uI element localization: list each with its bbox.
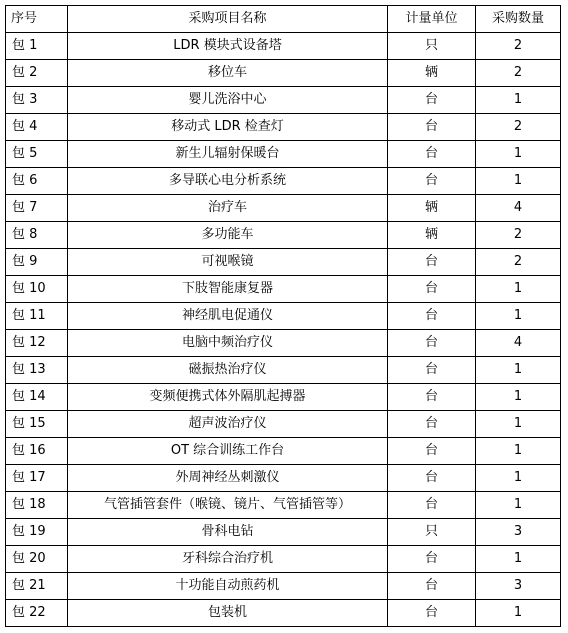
cell-unit: 辆 xyxy=(388,195,476,222)
cell-item-name: 十功能自动煎药机 xyxy=(68,573,388,600)
table-row xyxy=(6,357,561,384)
cell-quantity: 1 xyxy=(476,600,561,627)
cell-unit: 台 xyxy=(388,303,476,330)
cell-quantity: 2 xyxy=(476,249,561,276)
table-row xyxy=(6,168,561,195)
cell-item-name: LDR 模块式设备塔 xyxy=(68,33,388,60)
cell-unit: 只 xyxy=(388,519,476,546)
table-row xyxy=(6,222,561,249)
cell-item-name: 电脑中频治疗仪 xyxy=(68,330,388,357)
table-header-row xyxy=(6,6,561,33)
cell-quantity: 1 xyxy=(476,492,561,519)
table-row xyxy=(6,411,561,438)
cell-serial-number: 包 6 xyxy=(6,168,68,195)
table-row xyxy=(6,465,561,492)
cell-serial-number: 包 13 xyxy=(6,357,68,384)
cell-quantity: 3 xyxy=(476,573,561,600)
header-unit: 计量单位 xyxy=(388,6,476,33)
cell-quantity: 1 xyxy=(476,87,561,114)
cell-quantity: 1 xyxy=(476,438,561,465)
cell-serial-number: 包 16 xyxy=(6,438,68,465)
cell-serial-number: 包 1 xyxy=(6,33,68,60)
cell-item-name: 移动式 LDR 检查灯 xyxy=(68,114,388,141)
table-row xyxy=(6,546,561,573)
cell-serial-number: 包 14 xyxy=(6,384,68,411)
cell-unit: 辆 xyxy=(388,60,476,87)
table-row xyxy=(6,141,561,168)
cell-unit: 台 xyxy=(388,357,476,384)
header-serial-number: 序号 xyxy=(6,6,68,33)
cell-item-name: 移位车 xyxy=(68,60,388,87)
cell-item-name: 下肢智能康复器 xyxy=(68,276,388,303)
cell-serial-number: 包 11 xyxy=(6,303,68,330)
cell-item-name: 治疗车 xyxy=(68,195,388,222)
procurement-table xyxy=(5,5,561,627)
cell-quantity: 1 xyxy=(476,141,561,168)
table-row xyxy=(6,195,561,222)
cell-quantity: 2 xyxy=(476,60,561,87)
cell-unit: 台 xyxy=(388,492,476,519)
table-row xyxy=(6,87,561,114)
cell-serial-number: 包 5 xyxy=(6,141,68,168)
table-row xyxy=(6,249,561,276)
cell-quantity: 4 xyxy=(476,195,561,222)
cell-quantity: 1 xyxy=(476,357,561,384)
procurement-table-container xyxy=(5,5,561,627)
cell-item-name: 气管插管套件（喉镜、镜片、气管插管等） xyxy=(68,492,388,519)
table-body xyxy=(6,33,561,627)
cell-item-name: 包装机 xyxy=(68,600,388,627)
cell-serial-number: 包 20 xyxy=(6,546,68,573)
cell-serial-number: 包 3 xyxy=(6,87,68,114)
cell-unit: 台 xyxy=(388,168,476,195)
cell-item-name: OT 综合训练工作台 xyxy=(68,438,388,465)
header-quantity: 采购数量 xyxy=(476,6,561,33)
cell-unit: 台 xyxy=(388,330,476,357)
cell-quantity: 1 xyxy=(476,411,561,438)
cell-item-name: 可视喉镜 xyxy=(68,249,388,276)
cell-unit: 台 xyxy=(388,573,476,600)
table-row xyxy=(6,330,561,357)
cell-item-name: 外周神经丛刺激仪 xyxy=(68,465,388,492)
cell-item-name: 超声波治疗仪 xyxy=(68,411,388,438)
cell-item-name: 神经肌电促通仪 xyxy=(68,303,388,330)
cell-unit: 台 xyxy=(388,114,476,141)
cell-item-name: 牙科综合治疗机 xyxy=(68,546,388,573)
cell-quantity: 1 xyxy=(476,384,561,411)
table-row xyxy=(6,276,561,303)
table-row xyxy=(6,438,561,465)
cell-unit: 只 xyxy=(388,33,476,60)
cell-serial-number: 包 4 xyxy=(6,114,68,141)
cell-item-name: 新生儿辐射保暖台 xyxy=(68,141,388,168)
cell-unit: 台 xyxy=(388,465,476,492)
cell-quantity: 1 xyxy=(476,168,561,195)
cell-unit: 台 xyxy=(388,411,476,438)
cell-serial-number: 包 2 xyxy=(6,60,68,87)
cell-serial-number: 包 17 xyxy=(6,465,68,492)
cell-unit: 台 xyxy=(388,546,476,573)
cell-quantity: 1 xyxy=(476,303,561,330)
table-row xyxy=(6,492,561,519)
header-item-name: 采购项目名称 xyxy=(68,6,388,33)
cell-serial-number: 包 18 xyxy=(6,492,68,519)
cell-serial-number: 包 9 xyxy=(6,249,68,276)
cell-quantity: 1 xyxy=(476,465,561,492)
cell-item-name: 磁振热治疗仪 xyxy=(68,357,388,384)
cell-unit: 台 xyxy=(388,141,476,168)
table-row xyxy=(6,303,561,330)
cell-unit: 台 xyxy=(388,87,476,114)
cell-item-name: 骨科电钻 xyxy=(68,519,388,546)
cell-serial-number: 包 12 xyxy=(6,330,68,357)
cell-serial-number: 包 10 xyxy=(6,276,68,303)
cell-unit: 辆 xyxy=(388,222,476,249)
table-row xyxy=(6,384,561,411)
cell-quantity: 1 xyxy=(476,546,561,573)
cell-item-name: 变频便携式体外隔肌起搏器 xyxy=(68,384,388,411)
cell-quantity: 2 xyxy=(476,33,561,60)
cell-unit: 台 xyxy=(388,384,476,411)
table-row xyxy=(6,33,561,60)
cell-serial-number: 包 19 xyxy=(6,519,68,546)
table-row xyxy=(6,60,561,87)
table-row xyxy=(6,519,561,546)
cell-serial-number: 包 15 xyxy=(6,411,68,438)
cell-quantity: 3 xyxy=(476,519,561,546)
cell-quantity: 4 xyxy=(476,330,561,357)
cell-serial-number: 包 21 xyxy=(6,573,68,600)
table-row xyxy=(6,114,561,141)
table-row xyxy=(6,573,561,600)
cell-serial-number: 包 22 xyxy=(6,600,68,627)
table-row xyxy=(6,600,561,627)
cell-unit: 台 xyxy=(388,600,476,627)
cell-quantity: 2 xyxy=(476,222,561,249)
cell-serial-number: 包 7 xyxy=(6,195,68,222)
cell-quantity: 2 xyxy=(476,114,561,141)
cell-unit: 台 xyxy=(388,276,476,303)
cell-unit: 台 xyxy=(388,249,476,276)
cell-serial-number: 包 8 xyxy=(6,222,68,249)
cell-item-name: 婴儿洗浴中心 xyxy=(68,87,388,114)
cell-item-name: 多功能车 xyxy=(68,222,388,249)
cell-item-name: 多导联心电分析系统 xyxy=(68,168,388,195)
cell-unit: 台 xyxy=(388,438,476,465)
cell-quantity: 1 xyxy=(476,276,561,303)
